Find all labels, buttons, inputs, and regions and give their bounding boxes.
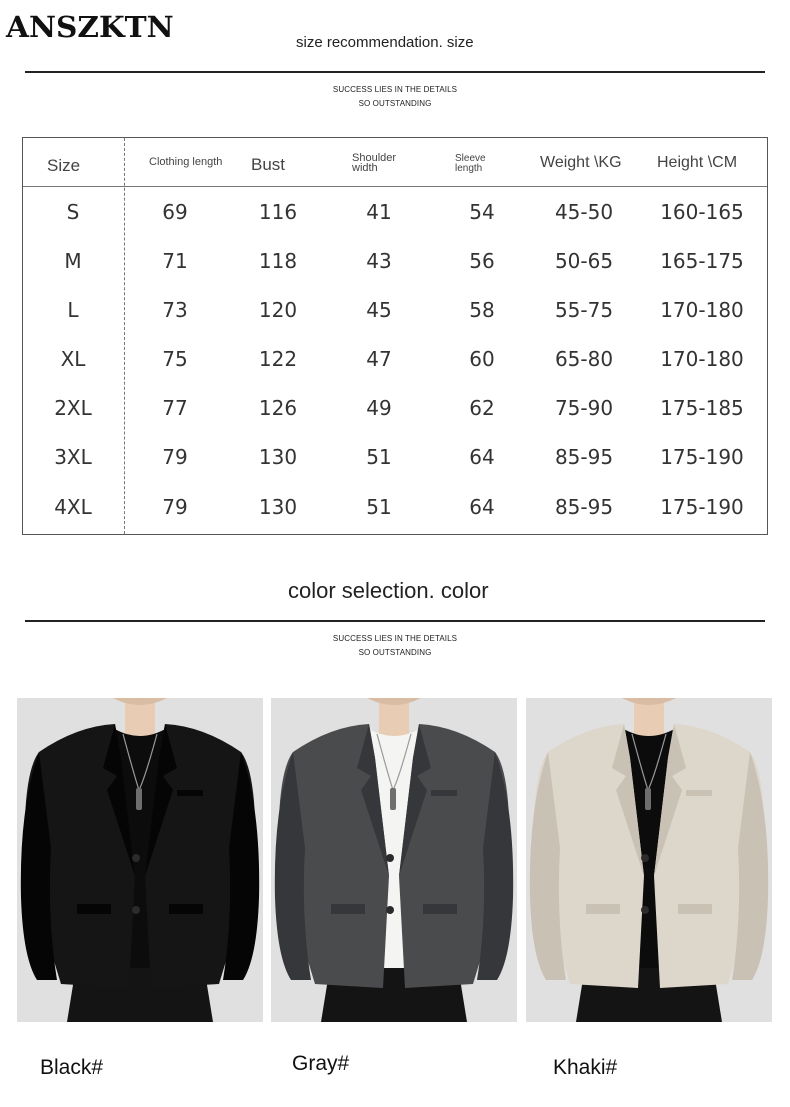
cell-shoulder-width: 43: [366, 249, 392, 273]
cell-weight: 75-90: [554, 396, 614, 420]
left-pocket-flap: [586, 904, 620, 914]
cell-weight: 50-65: [554, 249, 614, 273]
necklace-pendant: [645, 788, 651, 810]
right-pocket-flap: [423, 904, 457, 914]
jacket-button: [132, 854, 140, 862]
cell-sleeve-length: 56: [469, 249, 495, 273]
necklace-pendant: [136, 788, 142, 810]
right-pocket-flap: [678, 904, 712, 914]
header-sleeve-line2: length: [455, 163, 483, 174]
cell-shoulder-width: 47: [366, 347, 392, 371]
cell-height: 170-180: [660, 347, 744, 371]
cell-size: M: [64, 249, 82, 273]
cell-height: 170-180: [660, 298, 744, 322]
necklace-pendant: [390, 788, 396, 810]
cell-bust: 118: [258, 249, 298, 273]
cell-shoulder-width: 41: [366, 200, 392, 224]
size-tagline-line1: SUCCESS LIES IN THE DETAILS: [332, 85, 458, 94]
jacket-button: [386, 854, 394, 862]
cell-shoulder-width: 51: [366, 495, 392, 519]
color-tagline-line2: SO OUTSTANDING: [358, 648, 432, 657]
header-height: Height \CM: [657, 154, 738, 171]
product-photo-black[interactable]: [17, 698, 263, 1022]
cell-height: 175-185: [660, 396, 744, 420]
cell-shoulder-width: 49: [366, 396, 392, 420]
chest-pocket: [686, 790, 712, 796]
header-clothing-length: Clothing length: [149, 156, 223, 168]
cell-weight: 85-95: [554, 445, 614, 469]
blazer-illustration: [271, 698, 517, 1022]
cell-clothing-length: 69: [162, 200, 188, 224]
cell-bust: 130: [258, 445, 298, 469]
cell-size: 4XL: [54, 495, 92, 519]
jacket-button: [132, 906, 140, 914]
cell-size: 2XL: [54, 396, 92, 420]
left-pocket-flap: [331, 904, 365, 914]
blazer-illustration: [526, 698, 772, 1022]
cell-sleeve-length: 58: [469, 298, 495, 322]
cell-weight: 85-95: [554, 495, 614, 519]
divider-line: [25, 620, 765, 622]
cell-sleeve-length: 64: [469, 495, 495, 519]
jacket-button: [641, 906, 649, 914]
header-sleeve-length: [455, 154, 486, 174]
size-tagline-line2: SO OUTSTANDING: [358, 99, 432, 108]
cell-weight: 45-50: [554, 200, 614, 224]
header-size: Size: [47, 156, 81, 175]
size-tagline: [0, 83, 790, 111]
size-chart-table: [22, 137, 768, 535]
cell-clothing-length: 79: [162, 495, 188, 519]
cell-bust: 122: [258, 347, 298, 371]
cell-size: L: [67, 298, 79, 322]
header-weight: Weight \KG: [540, 154, 622, 171]
cell-clothing-length: 77: [162, 396, 188, 420]
chest-pocket: [431, 790, 457, 796]
header-shoulder-width: [352, 153, 396, 173]
cell-bust: 120: [258, 298, 298, 322]
left-pocket-flap: [77, 904, 111, 914]
cell-clothing-length: 79: [162, 445, 188, 469]
cell-size: S: [66, 200, 80, 224]
cell-weight: 55-75: [554, 298, 614, 322]
table-header-divider: [23, 186, 767, 187]
divider-line: [25, 71, 765, 73]
header-bust: Bust: [251, 155, 286, 174]
size-section-title: size recommendation. size: [296, 34, 474, 51]
cell-clothing-length: 75: [162, 347, 188, 371]
cell-size: XL: [60, 347, 86, 371]
jacket-button: [386, 906, 394, 914]
cell-shoulder-width: 51: [366, 445, 392, 469]
table-column-divider: [124, 138, 125, 534]
header-shoulder-line2: width: [352, 162, 378, 174]
cell-height: 175-190: [660, 495, 744, 519]
cell-sleeve-length: 64: [469, 445, 495, 469]
product-photo-khaki[interactable]: [526, 698, 772, 1022]
color-tagline: [0, 632, 790, 660]
cell-bust: 126: [258, 396, 298, 420]
right-pocket-flap: [169, 904, 203, 914]
cell-sleeve-length: 62: [469, 396, 495, 420]
cell-sleeve-length: 54: [469, 200, 495, 224]
cell-bust: 116: [258, 200, 298, 224]
blazer-illustration: [17, 698, 263, 1022]
header-sleeve-line1: Sleeve: [455, 153, 486, 164]
color-section-title: color selection. color: [288, 578, 489, 603]
jacket-button: [641, 854, 649, 862]
cell-clothing-length: 73: [162, 298, 188, 322]
color-label-khaki: Khaki#: [553, 1056, 618, 1079]
color-label-gray: Gray#: [292, 1052, 350, 1075]
color-tagline-line1: SUCCESS LIES IN THE DETAILS: [332, 634, 458, 643]
cell-height: 160-165: [660, 200, 744, 224]
header-shoulder-line1: Shoulder: [352, 152, 397, 164]
cell-shoulder-width: 45: [366, 298, 392, 322]
color-label-black: Black#: [40, 1056, 104, 1079]
cell-height: 165-175: [660, 249, 744, 273]
cell-weight: 65-80: [554, 347, 614, 371]
cell-height: 175-190: [660, 445, 744, 469]
brand-logo: ANSZKTN: [6, 10, 174, 44]
cell-bust: 130: [258, 495, 298, 519]
chest-pocket: [177, 790, 203, 796]
cell-sleeve-length: 60: [469, 347, 495, 371]
cell-clothing-length: 71: [162, 249, 188, 273]
cell-size: 3XL: [54, 445, 92, 469]
product-photo-gray[interactable]: [271, 698, 517, 1022]
